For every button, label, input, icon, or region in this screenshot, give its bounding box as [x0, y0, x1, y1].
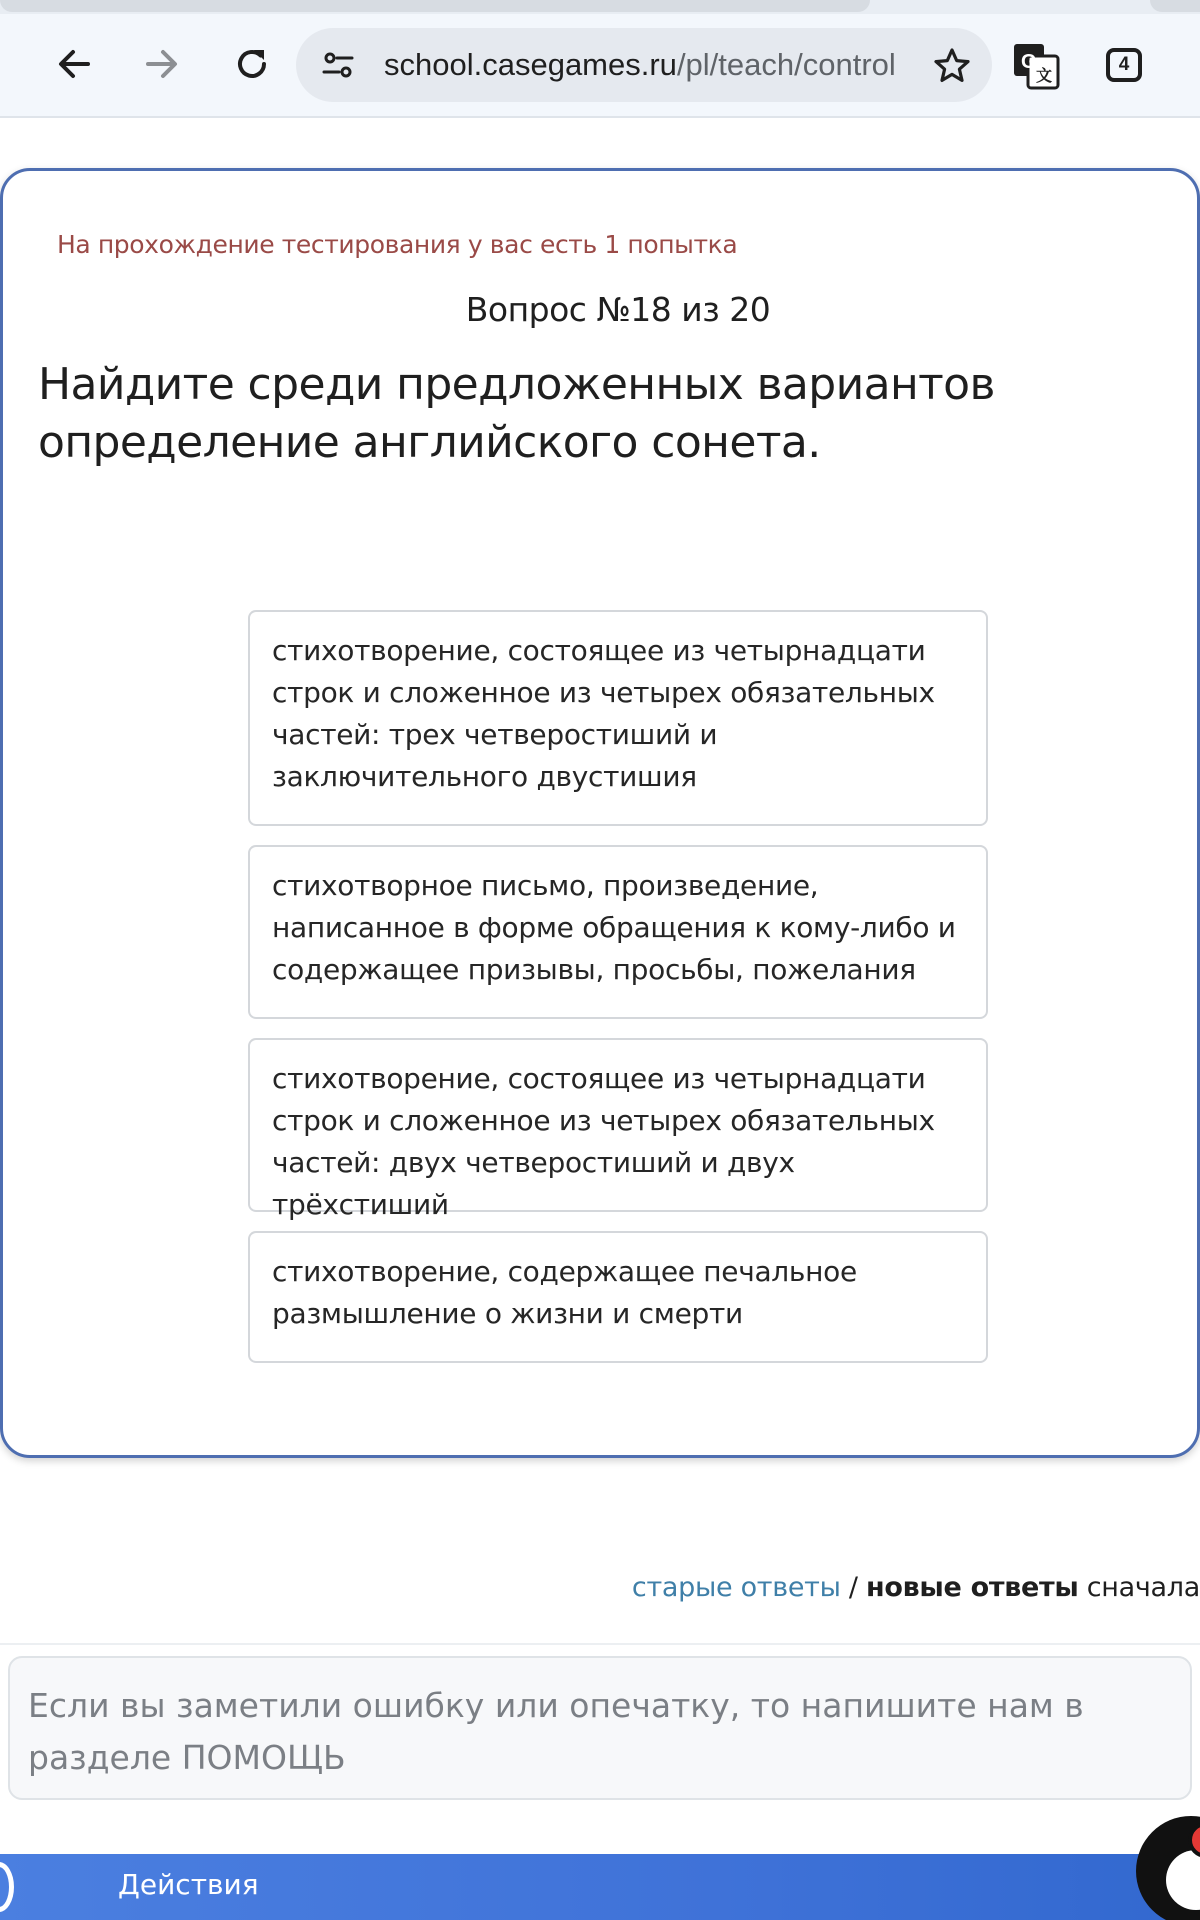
search-icon[interactable] [0, 1862, 14, 1912]
answer-option-4[interactable]: стихотворение, содержащее печальное размышление о жизни и смерти [248, 1231, 988, 1363]
question-number: Вопрос №18 из 20 [465, 290, 771, 329]
svg-text:文: 文 [1036, 68, 1053, 85]
reload-button[interactable] [220, 32, 284, 96]
answer-option-3[interactable]: стихотворение, состоящее из четырнадцати строк и сложенное из четырех обязательных частей: двух четверостиший и двух трёхстиший [248, 1038, 988, 1212]
address-bar[interactable] [296, 28, 992, 102]
url-host: school.casegames.ru [384, 47, 677, 82]
browser-toolbar [0, 14, 1200, 118]
tab-switcher-button[interactable] [1106, 48, 1142, 82]
tab-strip [0, 0, 1200, 14]
attempts-note: На прохождение тестирования у вас есть 1 попытка [57, 230, 738, 259]
reload-icon [232, 44, 272, 84]
new-answers-label: новые ответы [865, 1572, 1079, 1603]
actions-button[interactable]: Действия [118, 1868, 259, 1901]
url-text[interactable] [384, 46, 896, 84]
bottom-action-bar [0, 1854, 1200, 1920]
back-button[interactable] [42, 32, 106, 96]
forward-button[interactable] [130, 32, 194, 96]
answer-option-1[interactable]: стихотворение, состоящее из четырнадцати строк и сложенное из четырех обязательных частей: трех четверостиший и заключительного двустишия [248, 610, 988, 826]
star-icon[interactable] [932, 46, 972, 86]
answers-order-switch [632, 1572, 1200, 1603]
answer-option-2[interactable]: стихотворное письмо, произведение, написанное в форме обращения к кому-либо и содержащее призывы, просьбы, пожелания [248, 845, 988, 1019]
feedback-input[interactable]: Если вы заметили ошибку или опечатку, то напишите нам в разделе ПОМОЩЬ [8, 1656, 1192, 1800]
question-text: Найдите среди предложенных вариантов определение английского сонета. [38, 359, 995, 468]
separator: / [840, 1572, 866, 1603]
active-tab[interactable] [0, 0, 870, 12]
url-path: /pl/teach/control [676, 47, 896, 82]
tune-icon[interactable] [320, 47, 356, 83]
arrow-right-icon [142, 44, 182, 84]
google-translate-icon[interactable] [1012, 42, 1060, 90]
old-answers-link[interactable]: старые ответы [631, 1572, 841, 1603]
tab-count: 4 [1118, 54, 1130, 75]
arrow-left-icon [54, 44, 94, 84]
order-suffix: сначала [1078, 1572, 1200, 1603]
next-tab[interactable] [1150, 0, 1200, 12]
svg-text:G: G [1021, 51, 1037, 73]
chat-icon [1166, 1850, 1200, 1910]
divider [0, 1643, 1200, 1645]
